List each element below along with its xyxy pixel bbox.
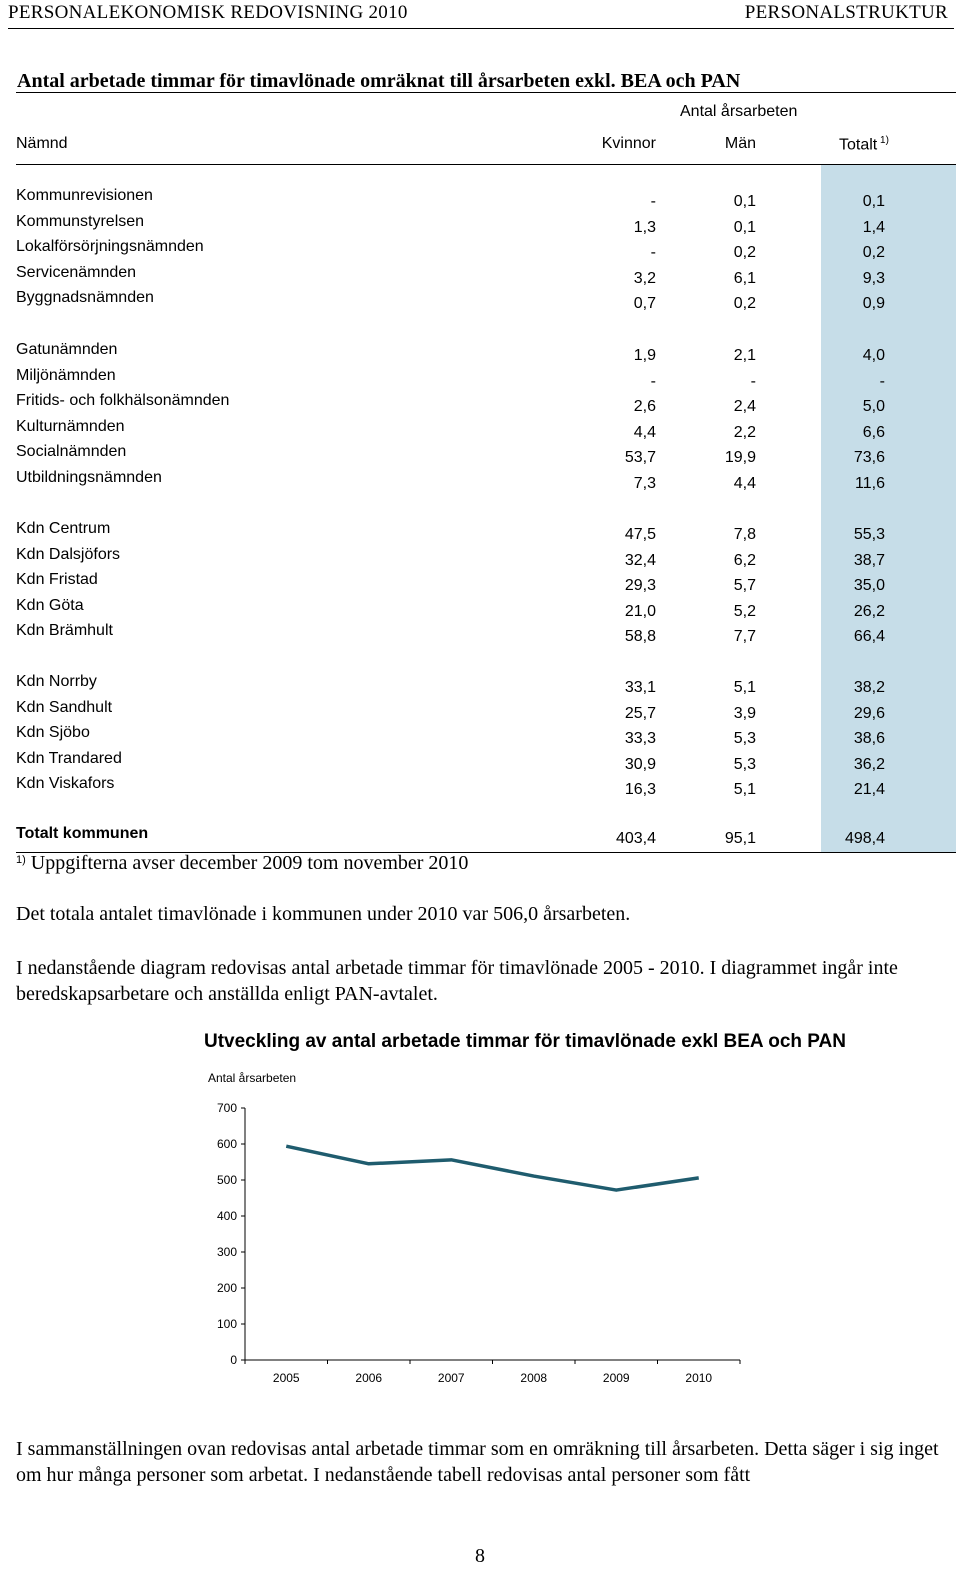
table-row-value: 19,9 <box>724 449 756 467</box>
y-tick-label: 400 <box>216 1209 237 1223</box>
total-column-shading <box>821 164 956 852</box>
table-row-label: Kdn Sandhult <box>16 698 113 716</box>
table-row-label: Kdn Brämhult <box>16 622 113 640</box>
table-row-value: 16,3 <box>624 781 656 799</box>
table-row-value: 58,8 <box>624 628 656 646</box>
x-tick-label: 2005 <box>272 1371 300 1385</box>
table-row-value: 3,9 <box>733 704 756 722</box>
y-axis-title: Antal årsarbeten <box>208 1071 297 1085</box>
table-row-value: 66,4 <box>853 628 885 646</box>
table-row-value: 53,7 <box>624 449 656 467</box>
table-row-value: 4,4 <box>633 423 656 441</box>
total-footnote-mark: 1) <box>877 135 889 146</box>
table-row-value: 21,0 <box>624 602 656 620</box>
table-row-value: 11,6 <box>855 475 885 492</box>
paragraph-summary: I sammanställningen ovan redovisas antal arbetade timmar som en omräkning till årsarbeten. Detta säger i sig inget om hur många personer som arbetat. I nedanstående tabell redovisas antal personer som fått <box>16 1438 939 1486</box>
y-tick-label: 700 <box>216 1101 237 1115</box>
table-row-label: Gatunämnden <box>16 341 118 358</box>
y-tick-label: 300 <box>216 1245 237 1259</box>
table-row-value: 0,1 <box>733 218 756 236</box>
y-tick-label: 200 <box>216 1281 237 1295</box>
table-row-value: 29,6 <box>853 704 885 722</box>
staff-table <box>8 92 954 870</box>
header-rule <box>8 28 954 29</box>
table-total-label: Totalt kommunen <box>16 825 149 842</box>
footnote-mark: 1) <box>16 854 26 866</box>
x-tick-label: 2009 <box>602 1371 630 1385</box>
table-row-value: 0,2 <box>733 244 756 262</box>
table-row-value: 5,7 <box>733 577 756 595</box>
table-row-label: Kdn Centrum <box>16 520 111 537</box>
table-row-value: 5,3 <box>733 755 756 773</box>
column-header-total-label: Totalt <box>839 136 878 154</box>
table-row-value: 2,6 <box>633 398 656 416</box>
table-row-value: 3,2 <box>633 269 656 287</box>
paragraph-total: Det totala antalet timavlönade i kommunen under 2010 var 506,0 årsarbeten. <box>16 903 631 925</box>
chart-svg <box>200 1025 920 1395</box>
table-row-value: 32,4 <box>624 551 656 569</box>
y-tick-label: 100 <box>216 1317 237 1331</box>
y-tick-label: 500 <box>216 1173 237 1187</box>
table-top-rule <box>16 92 956 93</box>
table-row-value: 33,3 <box>624 730 656 748</box>
table-row-value: 1,3 <box>633 218 656 236</box>
table-row-value: 1,4 <box>862 218 885 236</box>
table-row-value: - <box>650 244 656 262</box>
table-row-value: 0,9 <box>862 295 885 313</box>
table-row-value: 2,2 <box>733 423 756 441</box>
table-row-value: 6,2 <box>733 551 756 569</box>
table-row-label: Kdn Viskafors <box>16 775 115 793</box>
table-row-value: 5,1 <box>733 781 756 799</box>
table-row-value: 33,1 <box>624 679 656 696</box>
table-row-label: Kdn Göta <box>16 596 84 614</box>
table-row-value: 5,1 <box>733 679 756 696</box>
chart-title: Utveckling av antal arbetade timmar för timavlönade exkl BEA och PAN <box>204 1031 846 1052</box>
table-row-label: Kommunstyrelsen <box>16 212 145 230</box>
table-row-value: 1,9 <box>633 347 656 364</box>
table-row-value: 9,3 <box>862 269 885 287</box>
table-row-label: Kdn Dalsjöfors <box>16 545 121 563</box>
table-total-value: 95,1 <box>724 830 756 847</box>
table-row-label: Kdn Trandared <box>16 749 122 767</box>
table-row-label: Kommunrevisionen <box>16 187 153 204</box>
table-row-label: Utbildningsnämnden <box>16 469 162 486</box>
table-row-value: 38,2 <box>853 679 885 696</box>
table-group-header: Antal årsarbeten <box>680 103 798 120</box>
column-header-total <box>839 135 889 154</box>
table-row-value: 2,1 <box>733 347 756 364</box>
footnote <box>16 852 468 875</box>
table-row-label: Fritids- och folkhälsonämnden <box>16 392 230 410</box>
table-row-value: 35,0 <box>853 577 885 595</box>
table-row-value: 29,3 <box>624 577 656 595</box>
table-row-value: 36,2 <box>853 755 885 773</box>
page-number: 8 <box>475 1545 485 1567</box>
table-row-value: 4,4 <box>733 475 756 492</box>
paragraph-diagram-intro: I nedanstående diagram redovisas antal arbetade timmar för timavlönade 2005 - 2010. I diagrammet ingår inte beredskapsarbetare och anställda enligt PAN-avtalet. <box>16 957 898 1005</box>
x-tick-label: 2008 <box>520 1371 548 1385</box>
footnote-text: Uppgifterna avser december 2009 tom november 2010 <box>30 852 469 874</box>
table-row-value: 7,7 <box>733 628 756 646</box>
table-row-value: 6,1 <box>733 269 756 287</box>
table-row-value: 55,3 <box>853 526 885 543</box>
table-row-value: 26,2 <box>853 602 885 620</box>
table-row-value: 4,0 <box>862 347 885 364</box>
table-row-label: Kdn Sjöbo <box>16 724 90 742</box>
running-header-left: PERSONALEKONOMISK REDOVISNING 2010 <box>8 2 408 23</box>
table-row-value: 0,1 <box>862 193 885 210</box>
line-chart <box>200 1025 920 1395</box>
table-row-value: 0,2 <box>862 244 885 262</box>
table-row-value: 73,6 <box>853 449 885 467</box>
table-row-value: 25,7 <box>624 704 656 722</box>
y-tick-label: 600 <box>216 1137 237 1151</box>
column-header-women: Kvinnor <box>601 135 656 152</box>
table-row-value: - <box>879 372 885 390</box>
table-row-value: 6,6 <box>862 423 885 441</box>
table-row-label: Servicenämnden <box>16 263 137 281</box>
x-tick-label: 2010 <box>685 1371 713 1385</box>
table-row-label: Byggnadsnämnden <box>16 289 154 307</box>
table-row-value: - <box>750 372 756 390</box>
table-row-value: 5,2 <box>733 602 756 620</box>
table-row-value: 47,5 <box>624 526 656 543</box>
table-row-label: Kdn Fristad <box>16 571 98 589</box>
table-row-value: 0,7 <box>633 295 656 313</box>
table-total-value: 498,4 <box>844 830 885 847</box>
table-row-value: 38,6 <box>853 730 885 748</box>
table-row-value: 5,0 <box>862 398 885 416</box>
table-row-label: Kulturnämnden <box>16 417 125 435</box>
table-row-value: - <box>650 193 656 210</box>
table-row-value: 30,9 <box>624 755 656 773</box>
table-title: Antal arbetade timmar för timavlönade omräknat till årsarbeten exkl. BEA och PAN <box>17 70 741 92</box>
table-row-label: Miljönämnden <box>16 366 116 384</box>
table-row-label: Kdn Norrby <box>16 673 97 690</box>
table-row-value: 0,1 <box>733 193 756 210</box>
table-row-value: 38,7 <box>853 551 885 569</box>
x-tick-label: 2007 <box>437 1371 465 1385</box>
running-header-right: PERSONALSTRUKTUR <box>744 2 948 23</box>
table-row-value: 5,3 <box>733 730 756 748</box>
table-row-value: - <box>650 372 656 390</box>
y-tick-label: 0 <box>230 1353 237 1367</box>
series-line <box>286 1146 699 1190</box>
table-row-value: 7,8 <box>733 526 756 543</box>
table-row-value: 21,4 <box>853 781 885 799</box>
column-header-name: Nämnd <box>16 135 68 152</box>
table-row-value: 2,4 <box>733 398 756 416</box>
table-total-value: 403,4 <box>615 830 656 847</box>
table-row-value: 7,3 <box>633 475 656 492</box>
table-row-value: 0,2 <box>733 295 756 313</box>
table-row-label: Socialnämnden <box>16 443 127 461</box>
table-row-label: Lokalförsörjningsnämnden <box>16 238 204 256</box>
x-tick-label: 2006 <box>355 1371 383 1385</box>
table-header-rule <box>16 164 956 165</box>
column-header-men: Män <box>724 135 756 152</box>
